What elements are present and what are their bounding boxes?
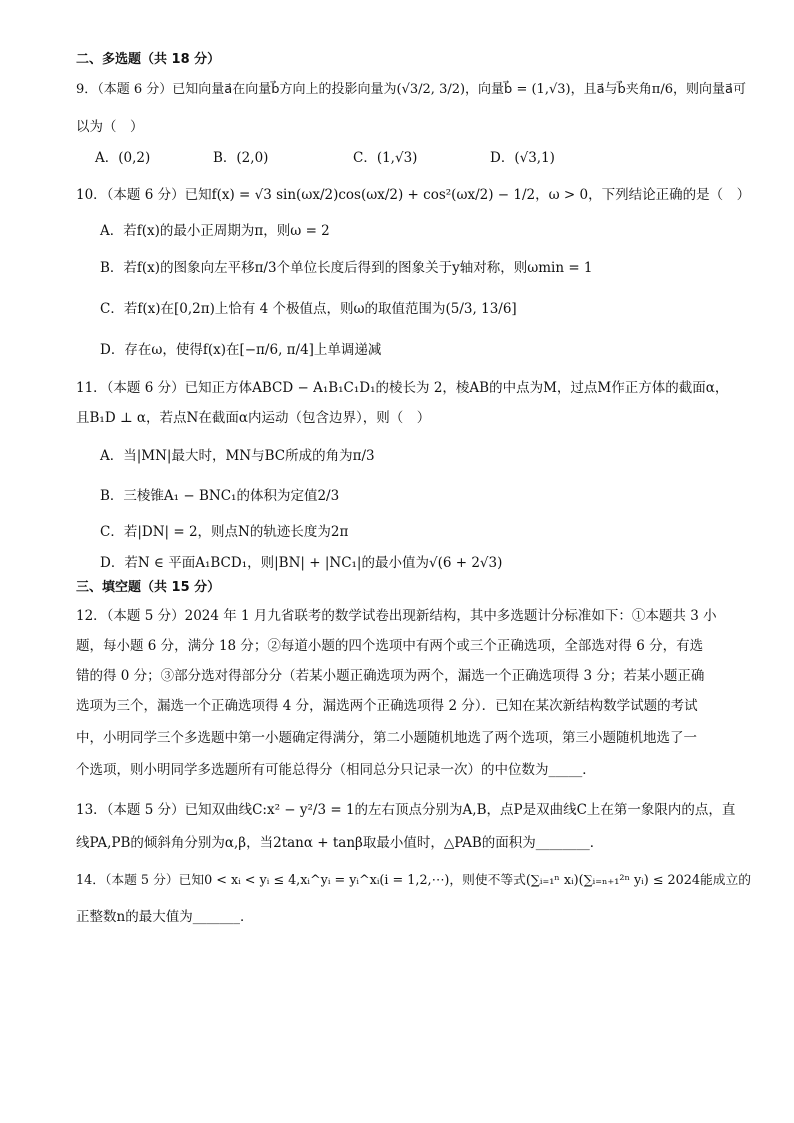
option-c: C．若f(x)在[0,2π)上恰有 4 个极值点，则ω的取值范围为(5/3, 13/6] bbox=[100, 301, 517, 317]
option-a: A．若f(x)的最小正周期为π，则ω = 2 bbox=[100, 223, 330, 239]
option-a: A．当|MN|最大时，MN与BC所成的角为π/3 bbox=[100, 448, 375, 464]
question-text-line: 14．（本题 5 分）已知0 < xᵢ < yᵢ ≤ 4,xᵢ^yᵢ = yᵢ^xᵢ(i = 1,2,⋯)，则使不等式(∑ᵢ₌₁ⁿ xᵢ)(∑ᵢ₌ₙ₊₁²ⁿ yᵢ) ≤ 2024能成立的 bbox=[76, 873, 751, 888]
question-text-line: 线PA,PB的倾斜角分别为α,β，当2tanα + tanβ取最小值时，△PAB的面积为________． bbox=[76, 835, 604, 851]
question-stem-cont: 且B₁D ⊥ α，若点N在截面α内运动（包含边界），则（ ） bbox=[76, 410, 431, 426]
question-text-line: 错的得 0 分；③部分选对得部分分（若某小题正确选项为两个，漏选一个正确选项得 3 分；若某小题正确 bbox=[76, 668, 705, 684]
question-stem: 10．（本题 6 分）已知f(x) = √3 sin(ωx/2)cos(ωx/2) + cos²(ωx/2) − 1/2，ω > 0，下列结论正确的是（ ） bbox=[76, 187, 751, 203]
option-d: D．存在ω，使得f(x)在[−π/6, π/4]上单调递减 bbox=[100, 342, 382, 358]
option-b: B．若f(x)的图象向左平移π/3个单位长度后得到的图象关于y轴对称，则ωmin = 1 bbox=[100, 260, 593, 276]
question-text-line: 13．（本题 5 分）已知双曲线C:x² − y²/3 = 1的左右顶点分别为A,B，点P是双曲线C上在第一象限内的点，直 bbox=[76, 802, 736, 818]
option-a: A．(0,2) bbox=[95, 150, 151, 166]
question-text-line: 12．（本题 5 分）2024 年 1 月九省联考的数学试卷出现新结构，其中多选题计分标准如下：①本题共 3 小 bbox=[76, 608, 717, 624]
question-text-line: 个选项，则小明同学多选题所有可能总得分（相同总分只记录一次）的中位数为_____． bbox=[76, 762, 596, 778]
question-stem: 11．（本题 6 分）已知正方体ABCD − A₁B₁C₁D₁的棱长为 2，棱AB的中点为M，过点M作正方体的截面α， bbox=[76, 380, 729, 396]
option-b: B．(2,0) bbox=[213, 150, 269, 166]
option-c: C．(1,√3) bbox=[353, 150, 418, 166]
option-d: D．若N ∈ 平面A₁BCD₁，则|BN| + |NC₁|的最小值为√(6 + 2√3) bbox=[100, 555, 503, 571]
question-text-line: 题，每小题 6 分，满分 18 分；②每道小题的四个选项中有两个或三个正确选项，全部选对得 6 分，有选 bbox=[76, 638, 704, 654]
question-text-line: 正整数n的最大值为_______． bbox=[76, 909, 254, 925]
section-title-multiple-choice: 二、多选题（共 18 分） bbox=[76, 52, 221, 67]
question-stem: 9．（本题 6 分）已知向量a⃗在向量b⃗方向上的投影向量为(√3/2, 3/2)，向量b⃗ = (1,√3)，且a⃗与b⃗夹角π/6，则向量a⃗可 bbox=[76, 82, 746, 97]
section-title-fill-in: 三、填空题（共 15 分） bbox=[76, 580, 221, 595]
option-b: B．三棱锥A₁ − BNC₁的体积为定值2/3 bbox=[100, 488, 340, 504]
option-c: C．若|DN| = 2，则点N的轨迹长度为2π bbox=[100, 524, 349, 540]
question-stem-cont: 以为（ ） bbox=[76, 119, 144, 135]
question-text-line: 中，小明同学三个多选题中第一小题确定得满分，第二小题随机地选了两个选项，第三小题随机地选了一 bbox=[76, 730, 697, 746]
option-d: D．(√3,1) bbox=[490, 150, 555, 166]
question-text-line: 选项为三个，漏选一个正确选项得 4 分，漏选两个正确选项得 2 分）．已知在某次新结构数学试题的考试 bbox=[76, 698, 698, 714]
